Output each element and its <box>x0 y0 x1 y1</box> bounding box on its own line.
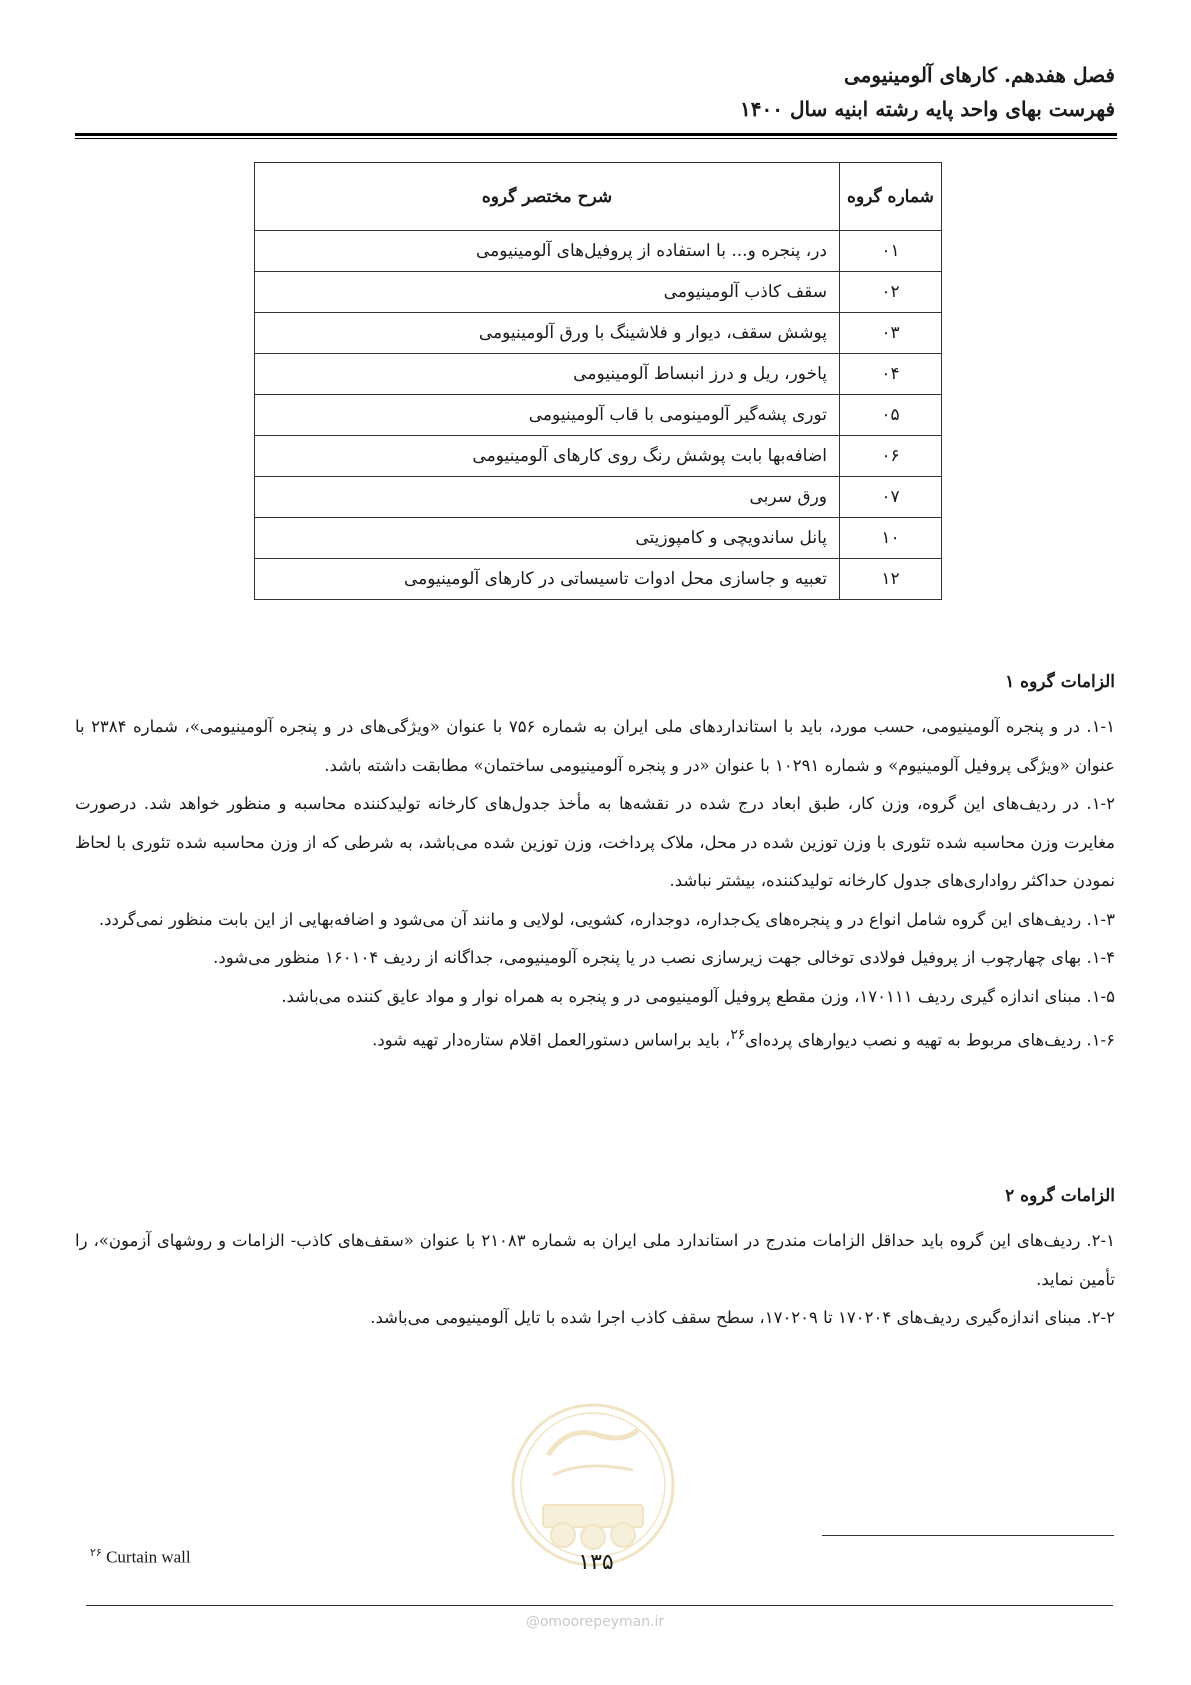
footnote-text: Curtain wall <box>106 1547 191 1567</box>
requirement-paragraph <box>75 1016 1115 1060</box>
section-title: الزامات گروه ۲ <box>1005 1186 1115 1206</box>
group-description: اضافه‌بها بابت پوشش رنگ روی کارهای آلومینیومی <box>255 436 840 477</box>
watermark-site-text: @omoorepeyman.ir <box>525 1614 665 1630</box>
footnote <box>90 1546 191 1568</box>
column-header-number: شماره گروه <box>840 163 942 231</box>
group-description: در، پنجره و... با استفاده از پروفیل‌های آلومینیومی <box>255 231 840 272</box>
page-number: ۱۳۵ <box>578 1550 614 1575</box>
requirement-text: ۱-۶. ردیف‌های مربوط به تهیه و نصب دیوارهای پرده‌ای <box>745 1030 1115 1050</box>
table-row <box>255 395 942 436</box>
omoorepeyman-logo-watermark <box>508 1395 678 1575</box>
requirement-paragraph: ۱-۵. مبنای اندازه گیری ردیف ۱۷۰۱۱۱، وزن مقطع پروفیل آلومینیومی در و پنجره به همراه نوار و مواد عایق کننده می‌باشد. <box>281 986 1115 1006</box>
table-row <box>255 354 942 395</box>
group-number: ۰۲ <box>840 272 942 313</box>
requirement-paragraph: ۱-۴. بهای چهارچوب از پروفیل فولادی توخالی جهت زیرسازی نصب در یا پنجره آلومینیومی، جداگانه از ردیف ۱۶۰۱۰۴ منظور می‌شود. <box>213 948 1115 967</box>
table-row <box>255 272 942 313</box>
requirement-text: ، باید براساس دستورالعمل اقلام ستاره‌دار تهیه شود. <box>372 1030 731 1050</box>
group-description: پوشش سقف، دیوار و فلاشینگ با ورق آلومینیومی <box>255 313 840 354</box>
groups-table <box>254 162 942 600</box>
requirement-paragraph: ۱-۱. در و پنجره آلومینیومی، حسب مورد، باید با استانداردهای ملی ایران به شماره ۷۵۶ با عنوان «ویژگی‌های در و پنجره آلومینیومی»، شماره ۲۳۸۴ با عنوان «ویژگی پروفیل آلومینیوم» و شماره ۱۰۲۹۱ با عنوان «در و پنجره آلومینیومی ساختمان» مطابقت داشته باشد. <box>75 717 1115 775</box>
group-number: ۱۰ <box>840 518 942 559</box>
group1-requirements <box>75 672 1115 1060</box>
footnote-divider <box>822 1535 1114 1536</box>
group-description: ورق سربی <box>255 477 840 518</box>
group-number: ۱۲ <box>840 559 942 600</box>
group-number: ۰۶ <box>840 436 942 477</box>
table-row <box>255 477 942 518</box>
group-description: سقف کاذب آلومینیومی <box>255 272 840 313</box>
group2-requirements <box>75 1186 1115 1338</box>
table-header-row <box>255 163 942 231</box>
header-divider <box>75 133 1117 139</box>
group-description: تعبیه و جاسازی محل ادوات تاسیساتی در کارهای آلومینیومی <box>255 559 840 600</box>
column-header-description: شرح مختصر گروه <box>255 163 840 231</box>
table-row <box>255 231 942 272</box>
table-row <box>255 436 942 477</box>
footnote-marker: ۲۶ <box>90 1547 102 1559</box>
catalog-title: فهرست بهای واحد پایه رشته ابنیه سال ۱۴۰۰ <box>740 97 1115 121</box>
requirement-paragraph: ۱-۲. در ردیف‌های این گروه، وزن کار، طبق ابعاد درج شده در نقشه‌ها به مأخذ جدول‌های کارخانه تولیدکننده محاسبه و منظور خواهد شد. درصورت مغایرت وزن محاسبه شده تئوری با وزن توزین شده در محل، ملاک پرداخت، وزن توزین شده می‌باشد، به شرطی که از وزن محاسبه شده تئوری با لحاظ نمودن حداکثر رواداری‌های جدول کارخانه تولیدکننده، بیشتر نباشد. <box>75 794 1115 890</box>
group-description: پاخور، ریل و درز انبساط آلومینیومی <box>255 354 840 395</box>
requirement-paragraph: ۲-۱. ردیف‌های این گروه باید حداقل الزامات مندرج در استاندارد ملی ایران به شماره ۲۱۰۸۳ با عنوان «سقف‌های کاذب- الزامات و روشهای آزمون»، را تأمین نماید. <box>75 1231 1115 1289</box>
group-number: ۰۳ <box>840 313 942 354</box>
group-number: ۰۷ <box>840 477 942 518</box>
group-description: پانل ساندویچی و کامپوزیتی <box>255 518 840 559</box>
table-row <box>255 559 942 600</box>
group-description: توری پشه‌گیر آلومینومی با قاب آلومینیومی <box>255 395 840 436</box>
requirement-paragraph: ۱-۳. ردیف‌های این گروه شامل انواع در و پنجره‌های یک‌جداره، دوجداره، کشویی، لولایی و مانند آن می‌شود و اضافه‌بهایی از این بابت منظور نمی‌گردد. <box>98 909 1115 929</box>
group-number: ۰۱ <box>840 231 942 272</box>
page-header <box>75 58 1115 126</box>
footnote-reference[interactable]: ۲۶ <box>730 1027 746 1043</box>
requirement-paragraph: ۲-۲. مبنای اندازه‌گیری ردیف‌های ۱۷۰۲۰۴ تا ۱۷۰۲۰۹، سطح سقف کاذب اجرا شده با تایل آلومینیومی می‌باشد. <box>370 1308 1115 1327</box>
table-row <box>255 313 942 354</box>
footer-divider <box>86 1605 1113 1606</box>
chapter-title: فصل هفدهم. کارهای آلومینیومی <box>843 63 1115 87</box>
table-row <box>255 518 942 559</box>
group-number: ۰۴ <box>840 354 942 395</box>
group-number: ۰۵ <box>840 395 942 436</box>
section-title: الزامات گروه ۱ <box>1005 672 1115 692</box>
